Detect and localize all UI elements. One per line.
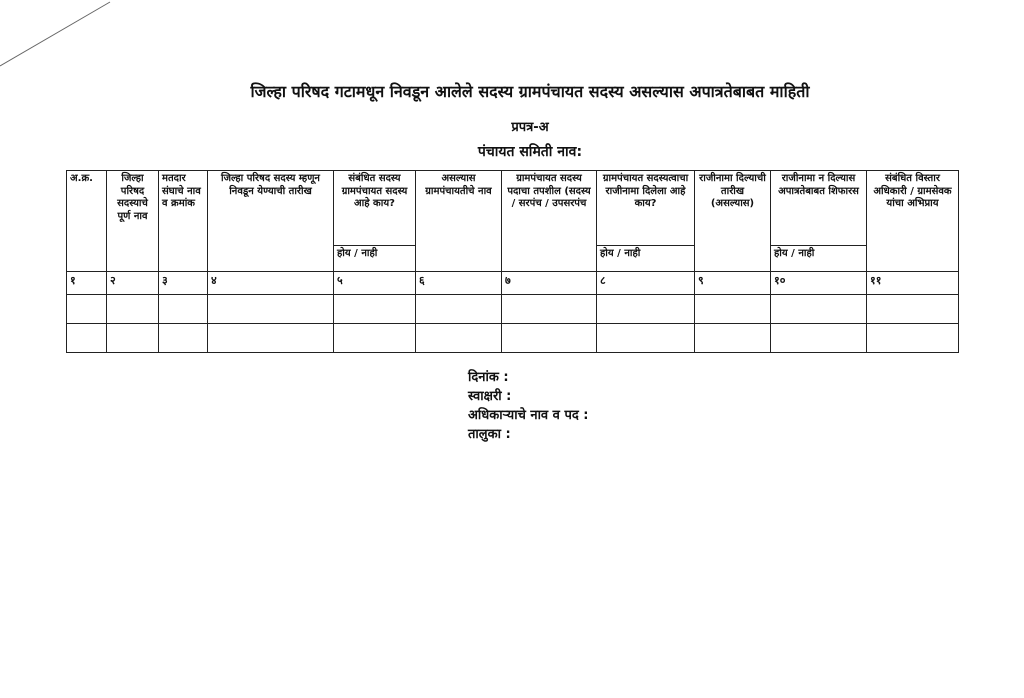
blank-cell[interactable] [208,295,334,324]
member-info-table [66,170,959,353]
blank-cell[interactable] [208,324,334,353]
col-header-post-details: ग्रामपंचायत सदस्य पदाचा तपशील (सदस्य / सरपंच / उपसरपंच [502,171,597,272]
col-header-resignation-date: राजीनामा दिल्याची तारीख (असल्यास) [695,171,771,272]
taluka-label: तालुका : [468,427,511,442]
column-number: ६ [416,272,502,295]
blank-cell[interactable] [597,295,695,324]
page-fold-mark [0,0,130,70]
blank-cell[interactable] [695,295,771,324]
signature-label: स्वाक्षरी : [468,389,512,404]
col-header-constituency: मतदार संघाचे नाव व क्रमांक [159,171,208,272]
col-header-recommendation-yesno: होय / नाही [771,245,866,263]
column-number: २ [107,272,159,295]
blank-cell[interactable] [334,295,416,324]
blank-cell[interactable] [771,324,867,353]
column-number: १ [67,272,107,295]
blank-entry-row [67,324,959,353]
column-number: ७ [502,272,597,295]
col-header-resigned-label: ग्रामपंचायत सदस्यत्वाचा राजीनामा दिलेला आहे काय? [602,173,689,209]
col-header-resigned-yesno: होय / नाही [597,245,694,263]
col-header-gp-member-yesno: होय / नाही [334,245,415,263]
column-number: ५ [334,272,416,295]
blank-cell[interactable] [695,324,771,353]
blank-entry-row [67,295,959,324]
page-title: जिल्हा परिषद गटामधून निवडून आलेले सदस्य ग्रामपंचायत सदस्य असल्यास अपात्रतेबाबत माहिती [250,82,810,101]
col-header-member-name: जिल्हा परिषद सदस्याचे पूर्ण नाव [107,171,159,272]
signature-block [468,368,588,444]
col-header-gp-member-label: संबंधित सदस्य ग्रामपंचायत सदस्य आहे काय? [341,173,408,209]
blank-cell[interactable] [416,324,502,353]
blank-cell[interactable] [867,324,959,353]
column-number: ११ [867,272,959,295]
blank-cell[interactable] [502,295,597,324]
officer-name-label: अधिकाऱ्याचे नाव व पद : [468,408,589,423]
blank-cell[interactable] [159,295,208,324]
col-header-resigned [597,171,695,272]
column-number-row [67,272,959,295]
column-number: १० [771,272,867,295]
column-number: ४ [208,272,334,295]
col-header-serial: अ.क्र. [67,171,107,272]
col-header-gp-member [334,171,416,272]
table-header-row [67,171,959,272]
column-number: ९ [695,272,771,295]
blank-cell[interactable] [867,295,959,324]
date-label: दिनांक : [468,370,509,385]
col-header-recommendation [771,171,867,272]
blank-cell[interactable] [597,324,695,353]
col-header-recommendation-label: राजीनामा न दिल्यास अपात्रतेबाबत शिफारस [778,173,859,197]
column-number: ३ [159,272,208,295]
blank-cell[interactable] [502,324,597,353]
col-header-officer-remark: संबंधित विस्तार अधिकारी / ग्रामसेवक यांचा अभिप्राय [867,171,959,272]
column-number: ८ [597,272,695,295]
blank-cell[interactable] [107,324,159,353]
blank-cell[interactable] [67,324,107,353]
blank-cell[interactable] [159,324,208,353]
col-header-gp-name: असल्यास ग्रामपंचायतीचे नाव [416,171,502,272]
form-number: प्रपत्र-अ [511,120,549,135]
blank-cell[interactable] [107,295,159,324]
blank-cell[interactable] [334,324,416,353]
blank-cell[interactable] [771,295,867,324]
col-header-election-date: जिल्हा परिषद सदस्य म्हणून निवडून येण्याची तारीख [208,171,334,272]
blank-cell[interactable] [67,295,107,324]
blank-cell[interactable] [416,295,502,324]
panchayat-samiti-label: पंचायत समिती नाव: [477,144,583,160]
